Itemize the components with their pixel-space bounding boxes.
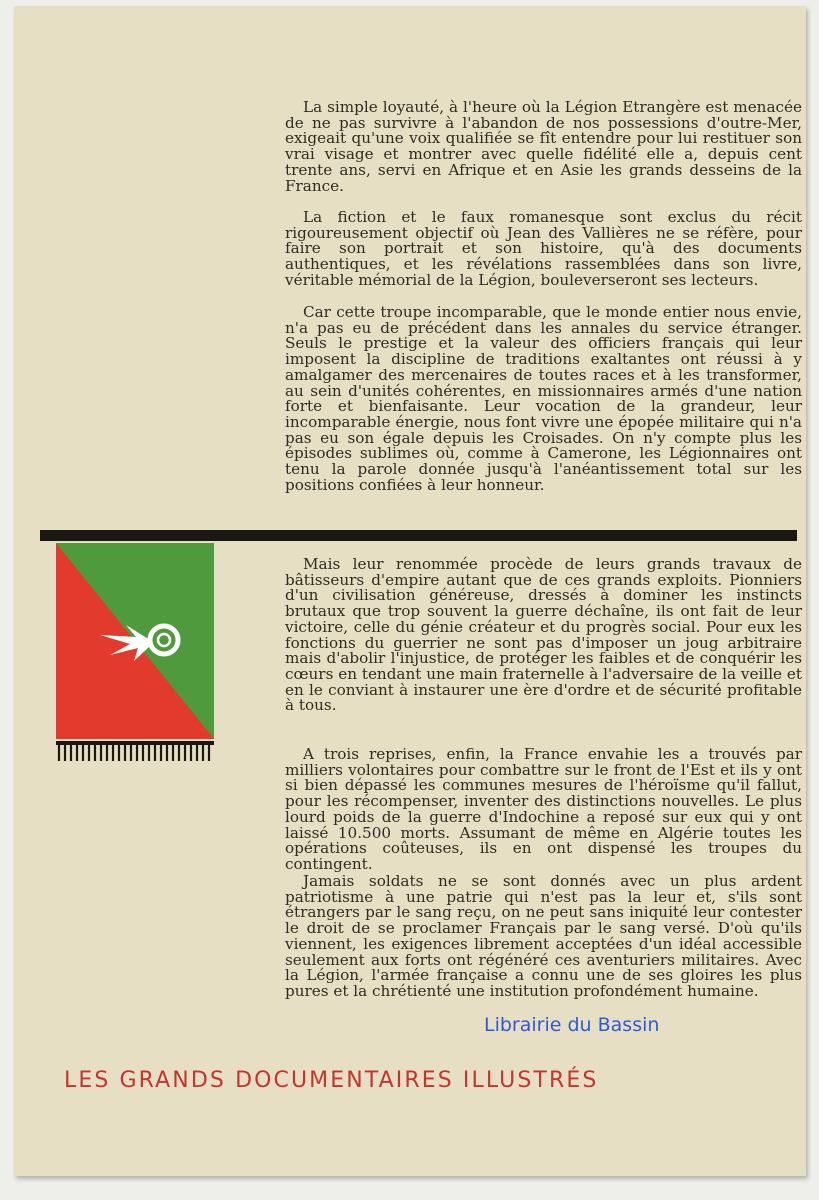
series-title: LES GRANDS DOCUMENTAIRES ILLUSTRÉS — [64, 1068, 599, 1093]
paragraph-3: Car cette troupe incomparable, que le monde entier nous envie, n'a pas eu de précédent dans les annales du service étranger. Seuls le prestige et la valeur des officiers français qui leur imposent la discipline de traditions exaltantes ont réussi à y amalgamer des mercenaires de toutes races et à les transformer, au sein d'unités cohérentes, en missionnaires armés d'une nation forte et bienfaisante. Leur vocation de la grandeur, leur incomparable énergie, nous font vivre une épopée militaire qui n'a pas eu son égale depuis les Croisades. On n'y compte plus les épisodes sublimes où, comme à Camerone, les Légionnaires ont tenu la parole donnée jusqu'à l'anéantissement total sur les positions confiées à leur honneur. — [285, 303, 802, 494]
paragraph-6: Jamais soldats ne se sont donnés avec un plus ardent patriotisme à une patrie qui n'est pas la leur et, s'ils sont étrangers par le sang reçu, on ne peut sans iniquité leur contester le droit de se proclamer Français par le sang versé. D'où qu'ils viennent, les exigences librement acceptées d'un idéal accessible seulement aux forts ont régénéré ces aventuriers militaires. Avec la Légion, l'armée française a connu une de ses gloires les plus pures et la chrétienté une institution profondément humaine. — [285, 872, 802, 1000]
black-divider-bar — [40, 530, 797, 541]
flag-fringe-top — [56, 741, 214, 745]
flag-fringe — [59, 745, 209, 761]
seller-watermark: Librairie du Bassin — [484, 1014, 660, 1036]
legion-flag-emblem — [56, 543, 214, 763]
paragraph-1: La simple loyauté, à l'heure où la Légion Etrangère est menacée de ne pas survivre à l'abandon de nos possessions d'outre-Mer, exigeait qu'une voix qualifiée se fît entendre pour lui restituer son vrai visage et montrer avec quelle fidélité elle a, depuis cent trente ans, servi en Afrique et en Asie les grands desseins de la France. — [285, 98, 802, 195]
paragraph-5: A trois reprises, enfin, la France envahie les a trouvés par milliers volontaires pour combattre sur le front de l'Est et ils y ont si bien dépassé les communes mesures de l'héroïsme qu'il fallut, pour les récompenser, inventer des distinctions nouvelles. Le plus lourd poids de la guerre d'Indochine a reposé sur eux qui y ont laissé 10.500 morts. Assumant de même en Algérie toutes les opérations coûteuses, ils en ont dispensé les troupes du contingent. — [285, 745, 802, 873]
paragraph-4: Mais leur renommée procède de leurs grands travaux de bâtisseurs d'empire autant que de ces grands exploits. Pionniers d'un civilisation généreuse, dressés à dominer les instincts brutaux que trop souvent la guerre déchaîne, ils ont fait de leur victoire, celle du génie créateur et du progrès social. Pour eux les fonctions du guerrier ne sont pas d'imposer un joug arbitraire mais d'abolir l'injustice, de protéger les faibles et de conquérir les cœurs en tendant une main fraternelle à l'adversaire de la veille et en le conviant à instaurer une ère d'ordre et de sécurité profitable à tous. — [285, 555, 802, 715]
paragraph-2: La fiction et le faux romanesque sont exclus du récit rigoureusement objectif où Jean des Vallières ne se réfère, pour faire son portrait et son histoire, qu'à des documents authentiques, et les révélations rassemblées dans son livre, véritable mémorial de la Légion, bouleverseront ses lecteurs. — [285, 208, 802, 289]
